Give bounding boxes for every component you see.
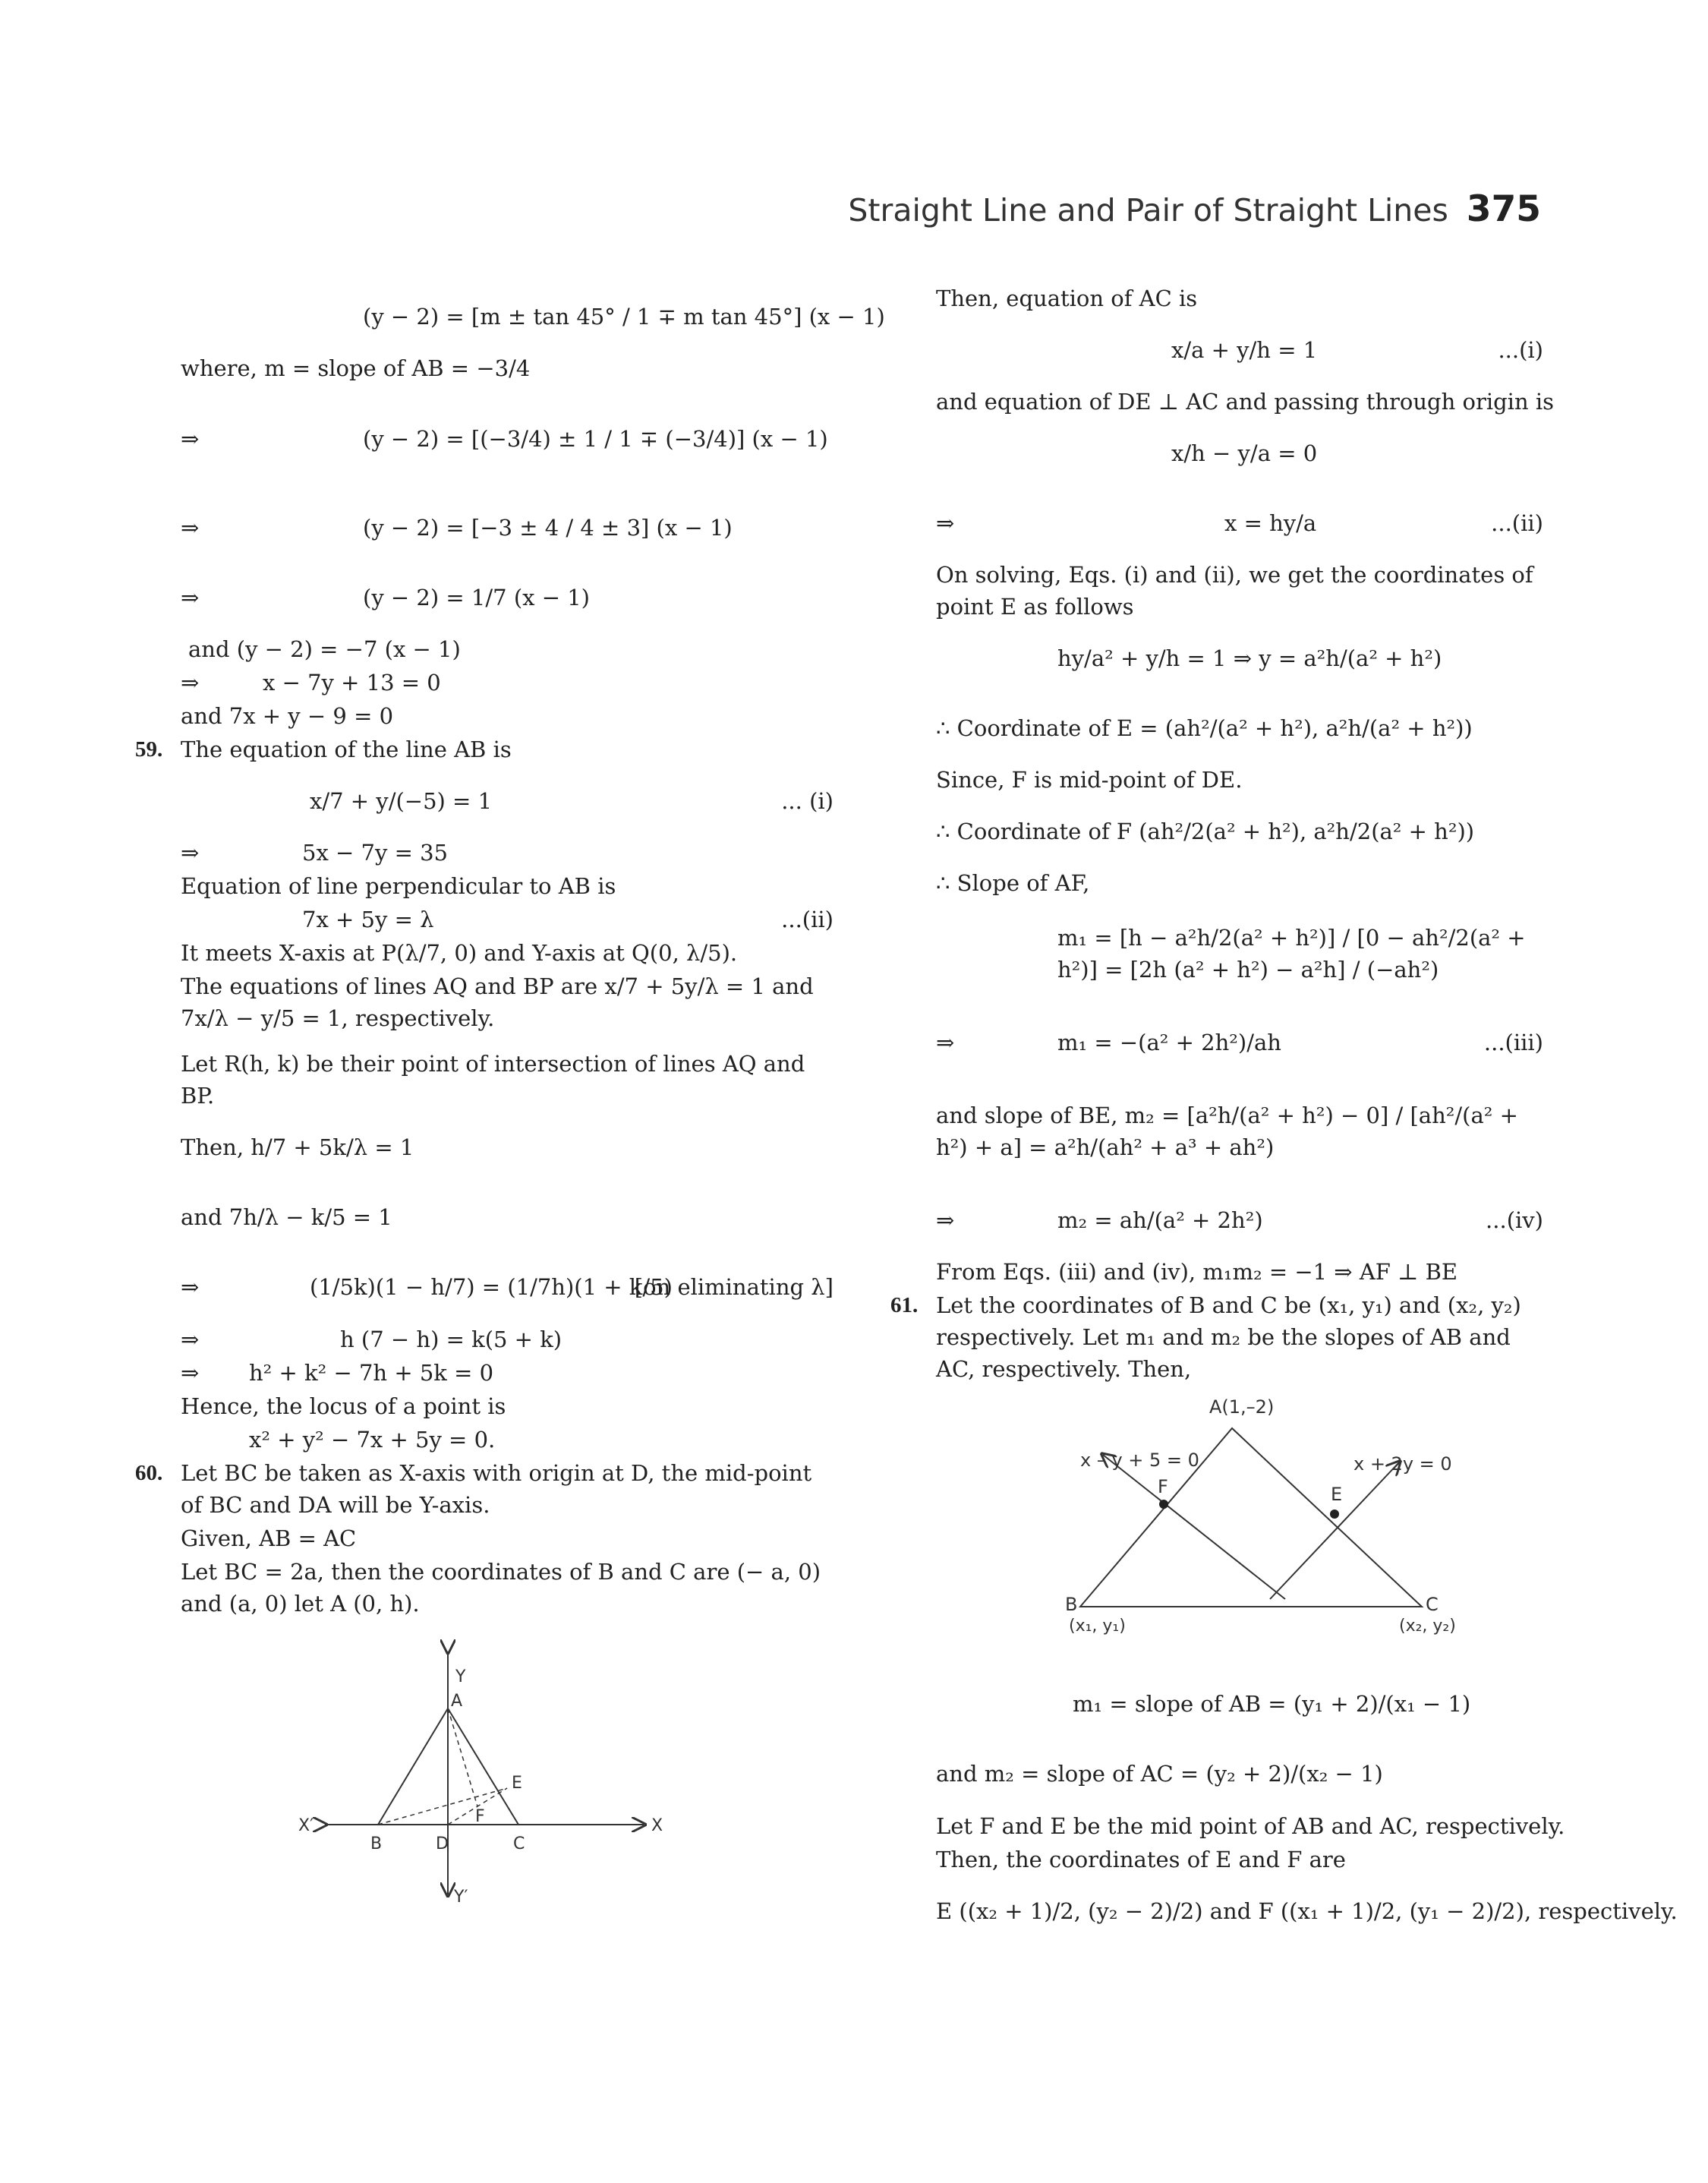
label-x-prime: X′ xyxy=(298,1815,314,1835)
eq-r8: ∴ Coordinate of E = (ah²/(a² + h²), a²h/(a² + h²)) xyxy=(936,715,1473,742)
eq-l6: and (y − 2) = −7 (x − 1) xyxy=(188,636,461,663)
eq-l11: 5x − 7y = 35 xyxy=(302,840,449,866)
eq-r18: m₁ = slope of AB = (y₁ + 2)/(x₁ − 1) xyxy=(1073,1691,1471,1718)
label-f: F xyxy=(475,1806,485,1826)
figure-triangle-lines xyxy=(997,1386,1467,1660)
label-d: D xyxy=(436,1834,449,1853)
implies-arrow: ⇒ xyxy=(181,426,200,453)
eq-l23: x² + y² − 7x + 5y = 0. xyxy=(249,1426,496,1453)
label-x: X xyxy=(651,1815,663,1835)
implies-arrow: ⇒ xyxy=(181,1359,200,1386)
eq-r15: m₂ = ah/(a² + 2h²) xyxy=(1057,1207,1263,1234)
eq-r22: E ((x₂ + 1)/2, (y₂ − 2)/2) and F ((x₁ + 1)/2, (y₁ − 2)/2), respectively. xyxy=(936,1898,1678,1924)
question-59-number: 59. xyxy=(135,737,163,762)
eq-l1: (y − 2) = [m ± tan 45° / 1 ∓ m tan 45°] (x − 1) xyxy=(363,303,885,330)
eq-r5: x = hy/a xyxy=(1224,510,1317,537)
question-61-number: 61. xyxy=(890,1293,919,1318)
eq-r4: x/h − y/a = 0 xyxy=(1171,440,1318,467)
label-a-coords: A(1,–2) xyxy=(1209,1396,1275,1418)
eq-label-r-ii: ...(ii) xyxy=(1491,510,1543,537)
text-l16: Let R(h, k) be their point of intersection of lines AQ and BP. xyxy=(181,1051,805,1109)
eq-l13: 7x + 5y = λ xyxy=(302,907,434,933)
point-f xyxy=(1159,1500,1168,1509)
eq-l20: h (7 − h) = k(5 + k) xyxy=(340,1326,563,1352)
eq-l19: (1/5k)(1 − h/7) = (1/7h)(1 + k/5) xyxy=(310,1274,673,1301)
label-a: A xyxy=(451,1691,463,1711)
eq-l18: and 7h/λ − k/5 = 1 xyxy=(181,1204,392,1231)
text-l15: The equations of lines AQ and BP are x/7 + 5y/λ = 1 and 7x/λ − y/5 = 1, respectively. xyxy=(181,973,814,1032)
segment-af xyxy=(448,1708,477,1806)
text-r11: ∴ Slope of AF, xyxy=(936,870,1090,897)
eq-label-ii: ...(ii) xyxy=(781,907,834,933)
text-r21: Then, the coordinates of E and F are xyxy=(936,1846,1346,1872)
eq-r12: m₁ = [h − a²h/2(a² + h²)] / [0 − ah²/2(a² + h²)] = [2h (a² + h²) − a²h] / (−ah²) xyxy=(1057,925,1526,983)
eq-l10: x/7 + y/(−5) = 1 xyxy=(310,788,493,815)
left-column xyxy=(135,281,885,1918)
eq-label-r-iv: ...(iv) xyxy=(1486,1207,1543,1234)
eq-l17: Then, h/7 + 5k/λ = 1 xyxy=(181,1134,414,1161)
eq-label-i: ... (i) xyxy=(781,788,834,815)
line-x-minus-y xyxy=(1103,1455,1285,1599)
q59-intro: The equation of the line AB is xyxy=(181,737,512,763)
label-y-prime: Y′ xyxy=(454,1887,468,1907)
q60-intro: Let BC be taken as X-axis with origin at D, the mid-point of BC and DA will be Y-axis. xyxy=(181,1459,812,1518)
implies-arrow: ⇒ xyxy=(936,1207,955,1234)
text-l26: Let BC = 2a, then the coordinates of B and C are (− a, 0) and (a, 0) let A (0, h). xyxy=(181,1558,821,1617)
implies-arrow: ⇒ xyxy=(181,670,200,696)
implies-arrow: ⇒ xyxy=(181,1274,200,1301)
text-l25: Given, AB = AC xyxy=(181,1525,357,1551)
eq-label-r-iii: ...(iii) xyxy=(1483,1030,1543,1056)
eq-r10: ∴ Coordinate of F (ah²/2(a² + h²), a²h/2(a² + h²)) xyxy=(936,819,1475,845)
running-title: Straight Line and Pair of Straight Lines xyxy=(848,192,1448,229)
text-r9: Since, F is mid-point of DE. xyxy=(936,767,1243,793)
text-r1: Then, equation of AC is xyxy=(936,285,1198,311)
eq-l21: h² + k² − 7h + 5k = 0 xyxy=(249,1359,494,1386)
label-line2: x + 2y = 0 xyxy=(1353,1453,1452,1475)
eq-l2: where, m = slope of AB = −3/4 xyxy=(181,355,531,381)
eq-r7: hy/a² + y/h = 1 ⇒ y = a²h/(a² + h²) xyxy=(1057,645,1442,672)
page-number: 375 xyxy=(1466,188,1541,230)
eliminating-note: [on eliminating λ] xyxy=(634,1274,834,1301)
text-l12: Equation of line perpendicular to AB is xyxy=(181,873,616,900)
point-e xyxy=(1330,1509,1339,1519)
text-r3: and equation of DE ⊥ AC and passing through origin is xyxy=(936,389,1554,415)
eq-l8: and 7x + y − 9 = 0 xyxy=(181,703,394,730)
label-y: Y xyxy=(455,1667,466,1686)
eq-l3: (y − 2) = [(−3/4) ± 1 / 1 ∓ (−3/4)] (x − 1) xyxy=(363,426,828,453)
label-f-2: F xyxy=(1158,1476,1168,1498)
label-e: E xyxy=(512,1773,522,1793)
implies-arrow: ⇒ xyxy=(936,510,955,537)
implies-arrow: ⇒ xyxy=(181,840,200,866)
text-l22: Hence, the locus of a point is xyxy=(181,1393,506,1419)
text-l14: It meets X-axis at P(λ/7, 0) and Y-axis at Q(0, λ/5). xyxy=(181,940,738,967)
eq-l4: (y − 2) = [−3 ± 4 / 4 ± 3] (x − 1) xyxy=(363,515,733,541)
eq-r19: and m₂ = slope of AC = (y₂ + 2)/(x₂ − 1) xyxy=(936,1761,1383,1787)
eq-label-r-i: ...(i) xyxy=(1498,337,1543,364)
label-b-coords: (x₁, y₁) xyxy=(1069,1617,1126,1636)
label-b: B xyxy=(370,1834,383,1853)
label-c: C xyxy=(513,1834,525,1853)
label-e-2: E xyxy=(1331,1484,1343,1506)
page-header xyxy=(848,188,1541,230)
implies-arrow: ⇒ xyxy=(181,585,200,611)
implies-arrow: ⇒ xyxy=(936,1030,955,1056)
eq-r13: m₁ = −(a² + 2h²)/ah xyxy=(1057,1030,1281,1056)
eq-r14: and slope of BE, m₂ = [a²h/(a² + h²) − 0] / [ah²/(a² + h²) + a] = a²h/(ah² + a³ + ah²) xyxy=(936,1103,1518,1161)
label-c-coords: (x₂, y₂) xyxy=(1399,1617,1456,1636)
eq-l5: (y − 2) = 1/7 (x − 1) xyxy=(363,585,590,611)
right-column xyxy=(890,281,1678,1947)
eq-r2: x/a + y/h = 1 xyxy=(1171,337,1318,364)
text-r20: Let F and E be the mid point of AB and AC, respectively. xyxy=(936,1812,1565,1839)
text-r6: On solving, Eqs. (i) and (ii), we get the coordinates of point E as follows xyxy=(936,562,1533,620)
text-r16: From Eqs. (iii) and (iv), m₁m₂ = −1 ⇒ AF ⊥ BE xyxy=(936,1259,1458,1286)
figure-triangle-abc xyxy=(295,1636,704,1910)
implies-arrow: ⇒ xyxy=(181,515,200,541)
implies-arrow: ⇒ xyxy=(181,1326,200,1352)
label-c-2: C xyxy=(1426,1594,1439,1616)
label-line1: x – y + 5 = 0 xyxy=(1080,1450,1199,1472)
label-b-2: B xyxy=(1065,1594,1078,1616)
q61-intro: Let the coordinates of B and C be (x₁, y₁) and (x₂, y₂) respectively. Let m₁ and m₂ be the slopes of AB and AC, respectively. Then, xyxy=(936,1292,1521,1383)
eq-l7: x − 7y + 13 = 0 xyxy=(263,670,441,696)
question-60-number: 60. xyxy=(135,1460,163,1485)
